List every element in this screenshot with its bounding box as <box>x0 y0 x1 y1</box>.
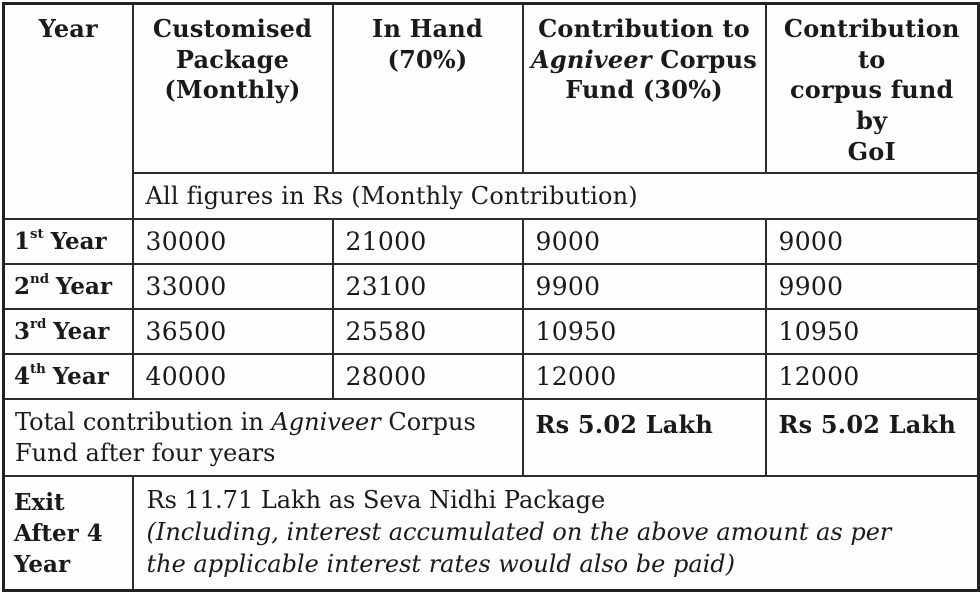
total-label-cell <box>4 399 523 476</box>
year-1-label: 1st Year <box>4 219 133 264</box>
agniveer-package-table <box>2 2 980 592</box>
agniveer-italic: Agniveer <box>531 44 652 74</box>
exit-row <box>4 476 979 590</box>
year-4-in-hand: 28000 <box>333 354 523 399</box>
year-3-corpus: 10950 <box>523 309 766 354</box>
table-row-year-1 <box>4 219 979 264</box>
year-1-goi: 9000 <box>766 219 979 264</box>
interest-note: (Including, interest accumulated on the above amount as per the applicable interest rates would also be paid) <box>146 517 892 578</box>
ordinal-suffix: th <box>30 361 46 378</box>
subheader-row <box>4 173 979 219</box>
seva-nidhi-text: Rs 11.71 Lakh as Seva Nidhi Package <box>146 485 606 514</box>
year-4-goi: 12000 <box>766 354 979 399</box>
table-row-year-2 <box>4 264 979 309</box>
col-header-in-hand: In Hand (70%) <box>333 4 523 173</box>
col-header-year <box>4 4 133 219</box>
figures-note: All figures in Rs (Monthly Contribution) <box>145 181 638 210</box>
col-header-goi-corpus-fund: Contribution to corpus fund by GoI <box>766 4 979 173</box>
year-4-label: 4th Year <box>4 354 133 399</box>
col-header-customised-package: Customised Package (Monthly) <box>133 4 333 173</box>
year-3-goi: 10950 <box>766 309 979 354</box>
year-1-in-hand: 21000 <box>333 219 523 264</box>
agniveer-italic: Agniveer <box>271 407 381 436</box>
year-2-in-hand: 23100 <box>333 264 523 309</box>
col-header-year-label: Year <box>38 14 98 43</box>
year-1-corpus: 9000 <box>523 219 766 264</box>
year-3-in-hand: 25580 <box>333 309 523 354</box>
total-goi-value: Rs 5.02 Lakh <box>766 399 979 476</box>
table-row-year-4 <box>4 354 979 399</box>
ordinal-suffix: nd <box>30 271 50 288</box>
year-2-corpus: 9900 <box>523 264 766 309</box>
ordinal-suffix: st <box>30 226 44 243</box>
figures-note-cell <box>133 173 979 219</box>
exit-label-cell: Exit After 4 Year <box>4 476 133 590</box>
year-2-label: 2nd Year <box>4 264 133 309</box>
year-4-corpus: 12000 <box>523 354 766 399</box>
year-3-package: 36500 <box>133 309 333 354</box>
year-1-package: 30000 <box>133 219 333 264</box>
col-header-agniveer-corpus-fund: Contribution to Agniveer Corpus Fund (30%) <box>523 4 766 173</box>
year-2-goi: 9900 <box>766 264 979 309</box>
total-label: Total contribution in Agniveer Corpus Fund after four years <box>15 407 476 467</box>
total-corpus-value: Rs 5.02 Lakh <box>523 399 766 476</box>
table-row-year-3 <box>4 309 979 354</box>
header-row <box>4 4 979 173</box>
total-row <box>4 399 979 476</box>
year-4-package: 40000 <box>133 354 333 399</box>
exit-text-cell <box>133 476 979 590</box>
ordinal-suffix: rd <box>30 316 47 333</box>
year-2-package: 33000 <box>133 264 333 309</box>
year-3-label: 3rd Year <box>4 309 133 354</box>
